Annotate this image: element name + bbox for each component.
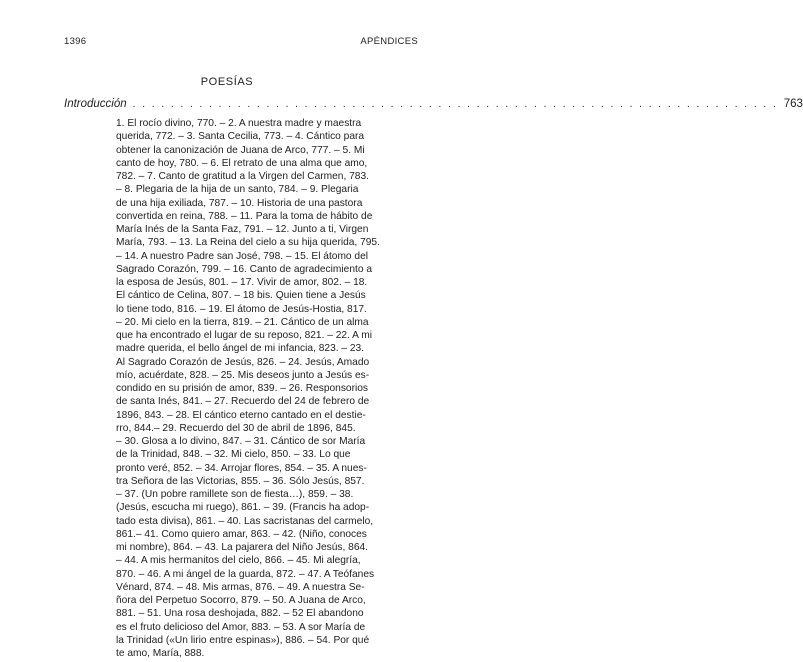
poem-list-line: mío, acuérdate, 828. – 25. Mis deseos junto a Jesús es- xyxy=(116,369,370,381)
poem-list-line: – 37. (Un pobre ramillete son de fiesta…), 859. – 38. xyxy=(116,489,354,500)
poem-list-line: Sagrado Corazón, 799. – 16. Canto de agradecimiento a xyxy=(116,263,372,275)
dot-leader: . . . . . . . . . . . . . . . . . . . . . . . . . . . . . . . . . . . . . . . . . . . . . . . . . . . . . . . . . . . . . . . . . . . . xyxy=(132,99,778,110)
toc-entry-introduccion xyxy=(64,98,803,110)
poem-list-line: que ha encontrado el lugar de su reposo, 821. – 22. A mi xyxy=(116,330,372,341)
poem-list-line: de santa Inés, 841. – 27. Recuerdo del 24 de febrero de xyxy=(116,396,370,408)
poem-list-line: – 8. Plegaria de la hija de un santo, 784. – 9. Plegaria xyxy=(116,184,359,196)
running-header xyxy=(64,36,418,47)
poem-list-line: la Trinidad («Un lirio entre espinas»), 886. – 54. Por qué xyxy=(116,634,370,646)
poem-list-line: pronto veré, 852. – 34. Arrojar flores, 854. – 35. A nues- xyxy=(116,462,367,474)
poem-list xyxy=(116,117,416,660)
poem-list-line: de la Trinidad, 848. – 32. Mi cielo, 850. – 33. Lo que xyxy=(116,449,351,461)
poem-list-line: tado esta divisa), 861. – 40. Las sacristanas del carmelo, xyxy=(116,515,374,527)
poem-list-line: – 20. Mi cielo en la tierra, 819. – 21. Cántico de un alma xyxy=(116,316,369,328)
poem-list-line: Al Sagrado Corazón de Jesús, 826. – 24. Jesús, Amado xyxy=(116,356,370,368)
toc-entry-title: Introducción xyxy=(64,98,127,110)
poem-list-line: El cántico de Celina, 807. – 18 bis. Quien tiene a Jesús xyxy=(116,290,366,302)
section-title: POESÍAS xyxy=(200,76,254,88)
page-number: 1396 xyxy=(64,36,87,47)
poem-list-line: condido en su prisión de amor, 839. – 26. Responsorios xyxy=(116,383,369,394)
toc-entry-page: 763 xyxy=(783,98,803,110)
poem-list-line: – 44. A mis hermanitos del cielo, 866. – 45. Mi alegría, xyxy=(116,555,361,567)
poem-list-line: 881. – 51. Una rosa deshojada, 882. – 52 El abandono xyxy=(116,608,364,620)
poem-list-line: – 14. A nuestro Padre san José, 798. – 15. El átomo del xyxy=(116,250,369,262)
poem-list-line: rro, 844.– 29. Recuerdo del 30 de abril de 1896, 845. xyxy=(116,422,356,434)
poem-list-line: ñora del Perpetuo Socorro, 879. – 50. A Juana de Arco, xyxy=(116,595,366,606)
poem-list-line: 1. El rocío divino, 770. – 2. A nuestra madre y maestra xyxy=(116,118,362,129)
poem-list-line: la esposa de Jesús, 801. – 17. Vivir de amor, 802. – 18. xyxy=(116,277,368,288)
poem-list-line: 782. – 7. Canto de gratitud a la Virgen del Carmen, 783. xyxy=(116,171,369,182)
poem-list-line: es el fruto delicioso del Amor, 883. – 53. A sor María de xyxy=(116,621,366,633)
poem-list-line: madre querida, el bello ángel de mi infancia, 823. – 23. xyxy=(116,343,365,355)
poem-list-line: 861.– 41. Como quiero amar, 863. – 42. (Niño, conoces xyxy=(116,528,367,540)
poem-list-line: Vénard, 874. – 48. Mis armas, 876. – 49. A nuestra Se- xyxy=(116,581,365,593)
poem-list-line: tra Señora de las Victorias, 855. – 36. Sólo Jesús, 857. xyxy=(116,475,365,487)
poem-list-line: te amo, María, 888. xyxy=(116,648,205,659)
poem-list-line: obtener la canonización de Juana de Arco, 777. – 5. Mi xyxy=(116,144,365,156)
poem-list-line: lo tiene todo, 816. – 19. El átomo de Jesús-Hostia, 817. xyxy=(116,303,367,315)
poem-list-line: (Jesús, escucha mi ruego), 861. – 39. (Francis ha adop- xyxy=(116,502,370,514)
poem-list-line: mi nombre), 864. – 43. La pajarera del Niño Jesús, 864. xyxy=(116,542,369,553)
poem-list-line: María, 793. – 13. La Reina del cielo a su hija querida, 795. xyxy=(116,237,380,249)
poem-list-line: 1896, 843. – 28. El cántico eterno cantado en el destie- xyxy=(116,409,366,421)
poem-list-line: María Inés de la Santa Faz, 791. – 12. Junto a ti, Virgen xyxy=(116,224,369,235)
poem-list-line: 870. – 46. A mi ángel de la guarda, 872. – 47. A Teófanes xyxy=(116,568,375,580)
running-title: APÉNDICES xyxy=(360,36,418,47)
poem-list-line: querida, 772. – 3. Santa Cecilia, 773. – 4. Cántico para xyxy=(116,131,365,143)
poem-list-line: de una hija exiliada, 787. – 10. Historia de una pastora xyxy=(116,197,363,209)
poem-list-line: convertida en reina, 788. – 11. Para la toma de hábito de xyxy=(116,210,373,222)
poem-list-line: canto de hoy, 780. – 6. El retrato de una alma que amo, xyxy=(116,157,368,169)
poem-list-line: – 30. Glosa a lo divino, 847. – 31. Cántico de sor María xyxy=(116,436,366,447)
